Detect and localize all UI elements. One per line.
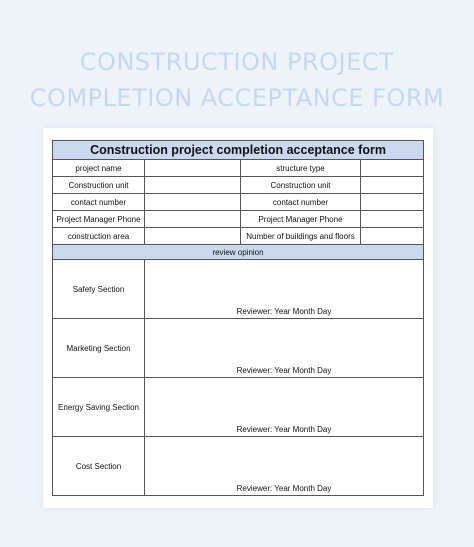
field-label: contact number xyxy=(241,194,361,211)
field-value-cell[interactable] xyxy=(145,177,241,194)
review-section-row xyxy=(53,319,424,378)
form-row xyxy=(53,160,424,177)
form-row xyxy=(53,228,424,245)
field-value-cell[interactable] xyxy=(361,194,424,211)
review-section-row xyxy=(53,378,424,437)
review-section-row xyxy=(53,437,424,496)
opinion-cell[interactable] xyxy=(145,260,424,319)
form-row xyxy=(53,177,424,194)
reviewer-signature-line: Reviewer: Year Month Day xyxy=(236,366,332,375)
field-label: Number of buildings and floors xyxy=(241,228,361,245)
page-heading xyxy=(0,44,474,116)
section-label: Marketing Section xyxy=(53,319,145,378)
review-opinion-header: review opinion xyxy=(53,245,424,260)
form-sheet xyxy=(43,128,433,508)
reviewer-signature-line: Reviewer: Year Month Day xyxy=(236,307,332,316)
acceptance-form-table xyxy=(52,140,424,496)
field-value-cell[interactable] xyxy=(361,228,424,245)
field-label: construction area xyxy=(53,228,145,245)
field-value-cell[interactable] xyxy=(361,177,424,194)
field-value-cell[interactable] xyxy=(145,211,241,228)
field-label: contact number xyxy=(53,194,145,211)
reviewer-signature-line: Reviewer: Year Month Day xyxy=(236,425,332,434)
page-heading-line-1: CONSTRUCTION PROJECT xyxy=(79,48,395,76)
opinion-cell[interactable] xyxy=(145,319,424,378)
field-label: structure type xyxy=(241,160,361,177)
field-value-cell[interactable] xyxy=(145,228,241,245)
field-value-cell[interactable] xyxy=(145,194,241,211)
section-label: Cost Section xyxy=(53,437,145,496)
field-value-cell[interactable] xyxy=(361,160,424,177)
section-label: Safety Section xyxy=(53,260,145,319)
section-label: Energy Saving Section xyxy=(53,378,145,437)
form-title: Construction project completion acceptance form xyxy=(53,141,424,160)
opinion-cell[interactable] xyxy=(145,437,424,496)
field-label: Project Manager Phone xyxy=(241,211,361,228)
field-label: project name xyxy=(53,160,145,177)
field-value-cell[interactable] xyxy=(145,160,241,177)
opinion-cell[interactable] xyxy=(145,378,424,437)
field-label: Construction unit xyxy=(53,177,145,194)
page-heading-line-2: COMPLETION ACCEPTANCE FORM xyxy=(29,84,445,112)
review-section-row xyxy=(53,260,424,319)
field-label: Construction unit xyxy=(241,177,361,194)
field-value-cell[interactable] xyxy=(361,211,424,228)
form-row xyxy=(53,194,424,211)
reviewer-signature-line: Reviewer: Year Month Day xyxy=(236,484,332,493)
field-label: Project Manager Phone xyxy=(53,211,145,228)
form-row xyxy=(53,211,424,228)
